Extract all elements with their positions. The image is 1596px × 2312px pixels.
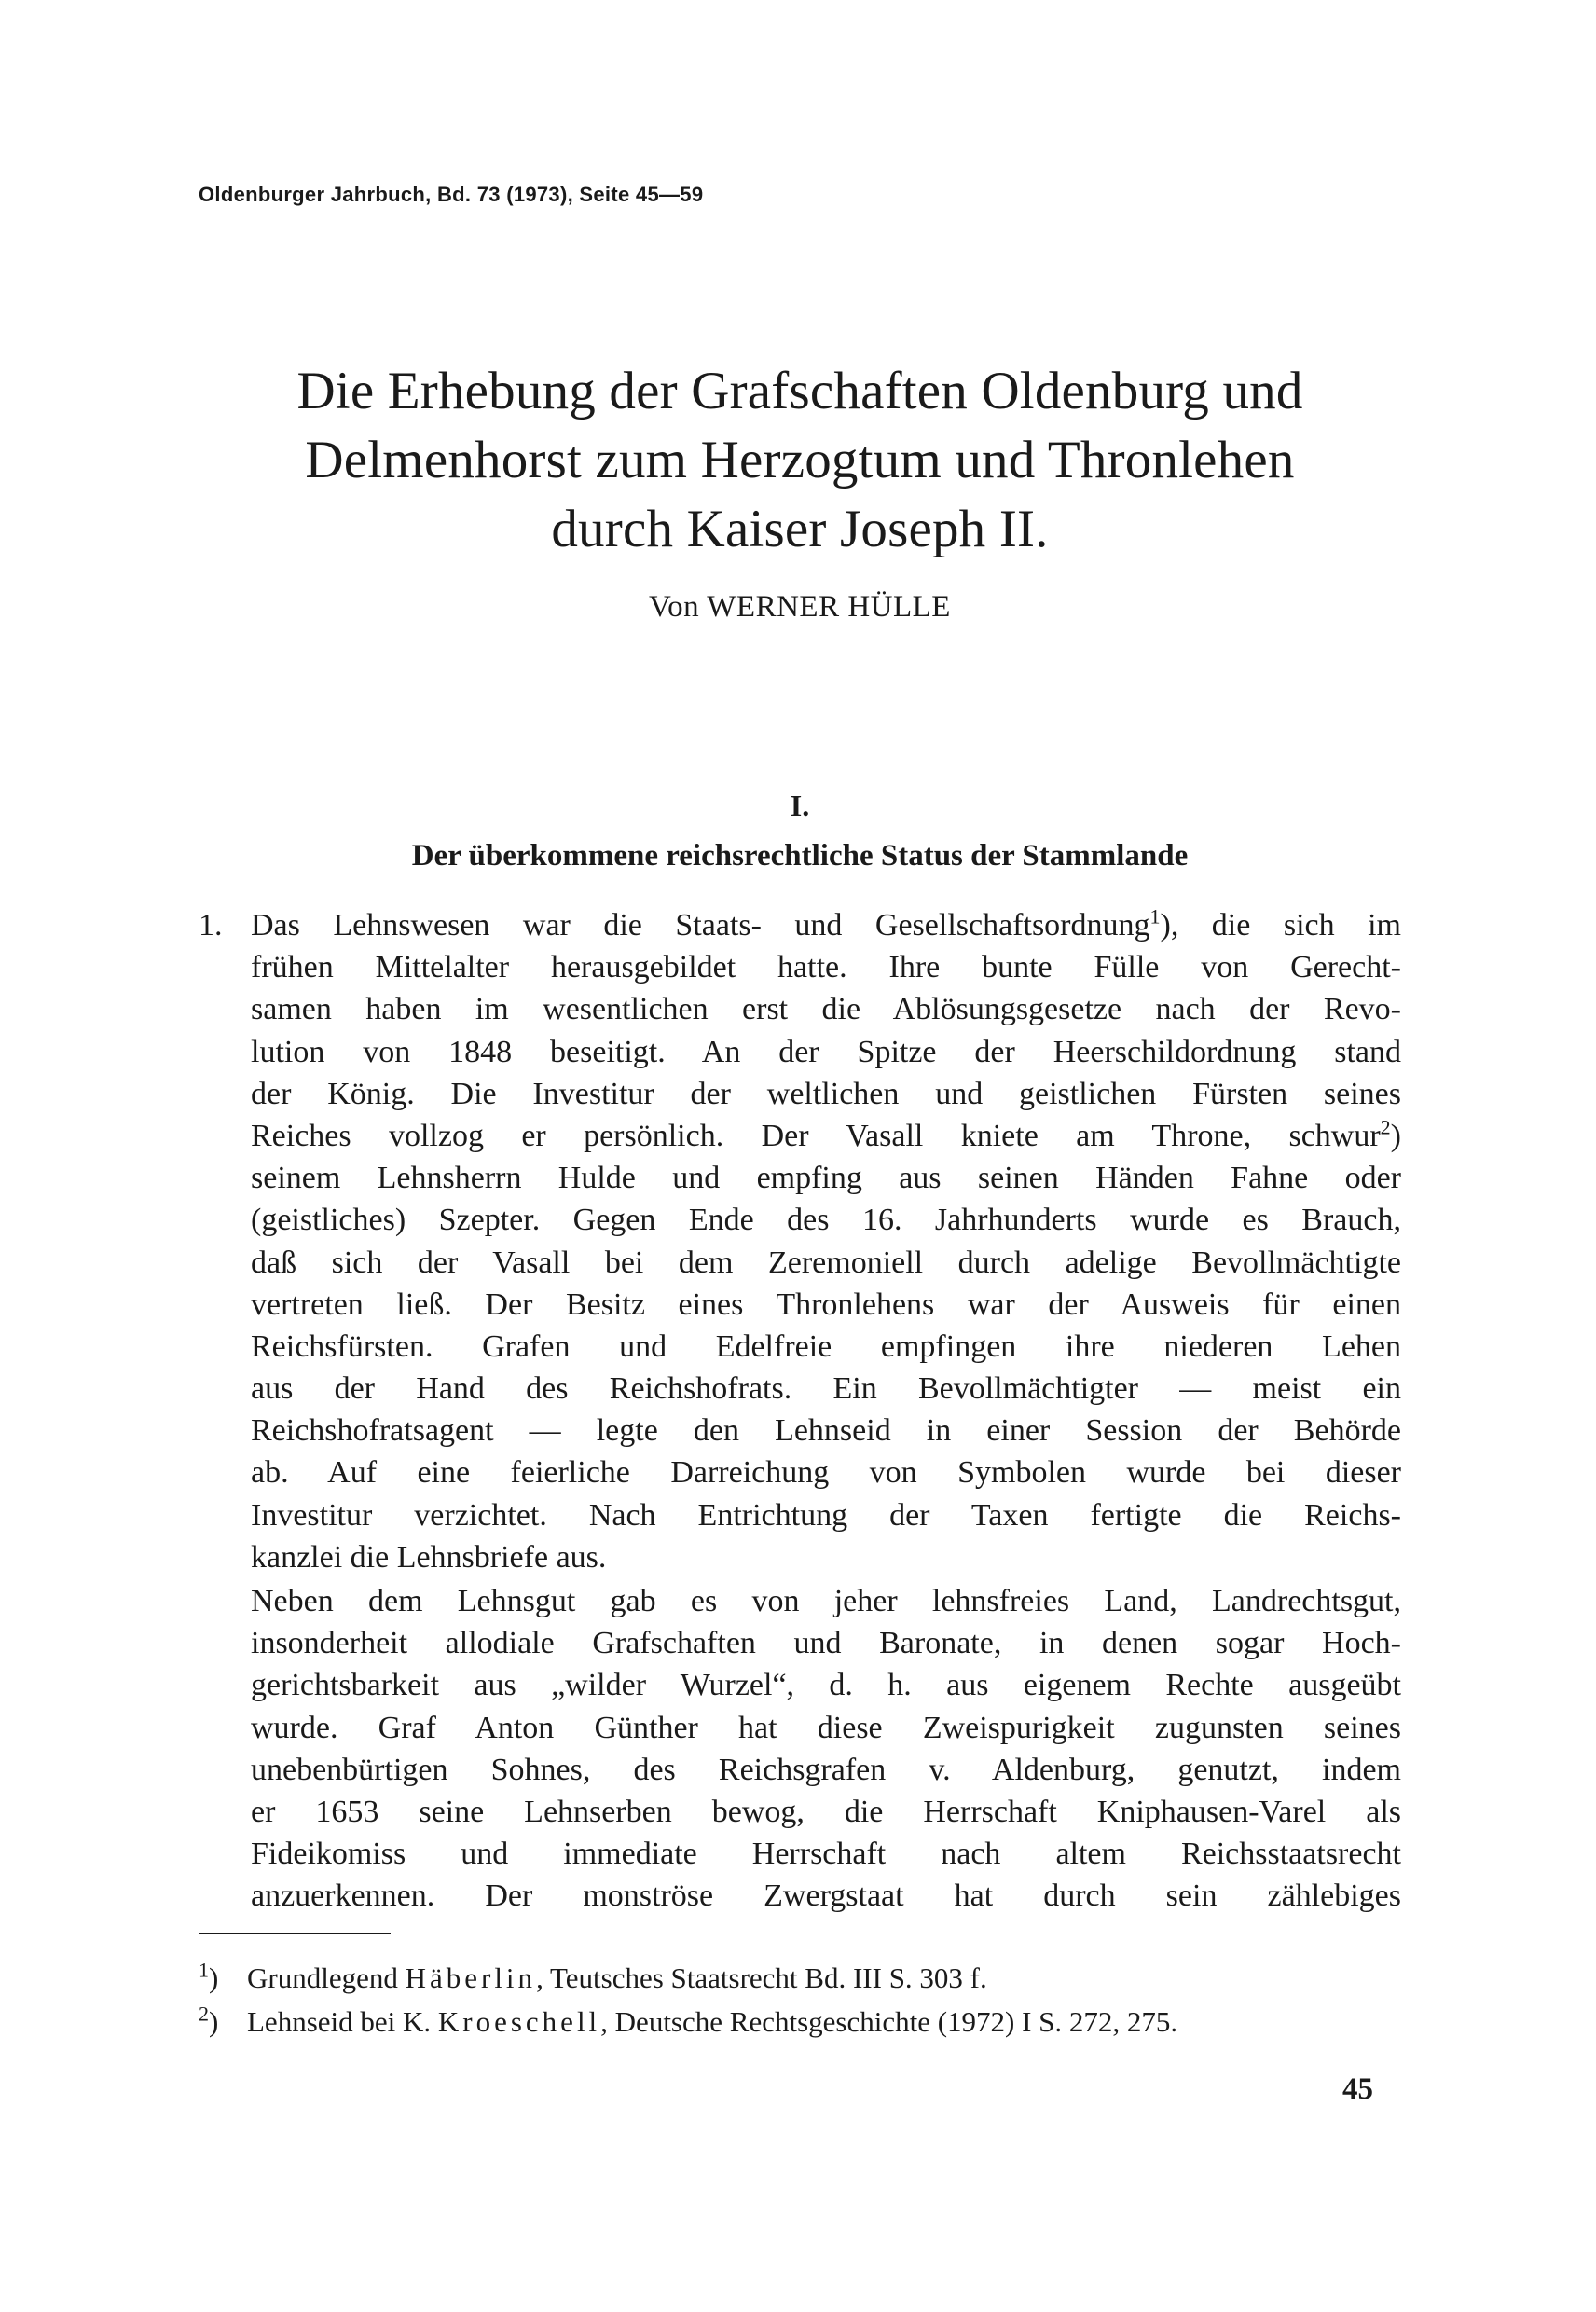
footnote-mark-number: 1 [199, 1958, 209, 1982]
article-title [199, 357, 1401, 564]
text-line: daß sich der Vasall bei dem Zeremoniell durch adelige Bevollmächtigte [251, 1245, 1401, 1280]
footnote-mark: $^1$) [199, 1958, 219, 1994]
footnote-ref: 2 [1380, 1115, 1391, 1139]
text-line: unebenbürtigen Sohnes, des Reichsgrafen v. Aldenburg, genutzt, indem [251, 1752, 1401, 1787]
title-line: durch Kaiser Joseph II. [551, 500, 1049, 558]
author-name: WERNER HÜLLE [707, 590, 951, 624]
text-line: aus der Hand des Reichshofrats. Ein Bevollmächtigter — meist ein [251, 1371, 1401, 1407]
text-line: anzuerkennen. Der monströse Zwergstaat hat durch sein zählebiges [251, 1878, 1401, 1914]
footnote-text: , Teutsches Staatsrecht Bd. III S. 303 f. [536, 1961, 987, 1994]
text-line: gerichtsbarkeit aus „wilder Wurzel“, d. h. aus eigenem Rechte ausgeübt [251, 1668, 1401, 1703]
text-line: samen haben im wesentlichen erst die Ablösungsgesetze nach der Revo- [251, 992, 1401, 1027]
title-line: Die Erhebung der Grafschaften Oldenburg und [296, 362, 1303, 420]
paragraph-number: 1. [199, 908, 223, 943]
text-line: wurde. Graf Anton Günther hat diese Zweispurigkeit zugunsten seines [251, 1710, 1401, 1745]
section-heading: Der überkommene reichsrechtliche Status der Stammlande [411, 839, 1189, 873]
text-line: Reichshofratsagent — legte den Lehnseid in einer Session der Behörde [251, 1413, 1401, 1449]
text-line: kanzlei die Lehnsbriefe aus. [251, 1539, 607, 1575]
text-line: der König. Die Investitur der weltlichen und geistlichen Fürsten seines [251, 1076, 1401, 1111]
text-line: insonderheit allodiale Grafschaften und Baronate, in denen sogar Hoch- [251, 1626, 1401, 1661]
text-segment: ) [1390, 1118, 1401, 1153]
footnote-author: Häberlin [405, 1961, 537, 1994]
text-line: Fideikomiss und immediate Herrschaft nach altem Reichsstaatsrecht [251, 1837, 1401, 1872]
paragraph-2 [199, 1580, 1401, 1918]
text-segment: ), die sich im [1160, 908, 1401, 943]
footnote-mark: $^2$) [199, 2002, 219, 2038]
text-line: vertreten ließ. Der Besitz eines Thronlehens war der Ausweis für einen [251, 1287, 1401, 1322]
footnote-separator [199, 1933, 391, 1934]
page-number: 45 [1342, 2072, 1373, 2106]
title-line: Delmenhorst zum Herzogtum und Thronlehen [305, 431, 1295, 489]
footnote-author: Kroeschell [437, 2005, 601, 2038]
journal-reference: Oldenburger Jahrbuch, Bd. 73 (1973), Seite 45—59 [199, 183, 704, 206]
footnote-text: Lehnseid bei K. [247, 2005, 438, 2038]
footnote-text: , Deutsche Rechtsgeschichte (1972) I S. 272, 275. [600, 2005, 1178, 2038]
footnote-ref: 1 [1149, 904, 1161, 929]
text-line: seinem Lehnsherrn Hulde und empfing aus seinen Händen Fahne oder [251, 1161, 1401, 1196]
text-line: ab. Auf eine feierliche Darreichung von Symbolen wurde bei dieser [251, 1455, 1401, 1491]
text-line: frühen Mittelalter herausgebildet hatte. Ihre bunte Fülle von Gerecht- [251, 950, 1401, 985]
text-segment: Reiches vollzog er persönlich. Der Vasall kniete am Throne, schwur [251, 1118, 1381, 1153]
footnote-text: Grundlegend [247, 1961, 406, 1994]
footnote-2 [199, 2000, 1401, 2044]
text-line: Neben dem Lehnsgut gab es von jeher lehnsfreies Land, Landrechtsgut, [251, 1584, 1401, 1618]
footnote-1 [199, 1956, 1401, 2000]
text-line: er 1653 seine Lehnserben bewog, die Herrschaft Kniphausen-Varel als [251, 1794, 1401, 1829]
text-line [199, 904, 1401, 946]
footnotes [199, 1956, 1401, 2044]
byline-prefix: Von [649, 590, 700, 624]
text-line: Investitur verzichtet. Nach Entrichtung der Taxen fertigte die Reichs- [251, 1497, 1401, 1533]
paragraph-1 [199, 904, 1401, 1578]
footnote-mark-number: 2 [199, 2002, 209, 2026]
text-line [199, 1115, 1401, 1157]
text-segment: Das Lehnswesen war die Staats- und Gesellschaftsordnung [251, 908, 1150, 943]
text-line: (geistliches) Szepter. Gegen Ende des 16. Jahrhunderts wurde es Brauch, [251, 1203, 1401, 1238]
section-number: I. [790, 789, 810, 822]
byline [199, 590, 1401, 625]
text-line: Reichsfürsten. Grafen und Edelfreie empfingen ihre niederen Lehen [251, 1328, 1401, 1364]
text-line: lution von 1848 beseitigt. An der Spitze der Heerschildordnung stand [251, 1034, 1401, 1069]
